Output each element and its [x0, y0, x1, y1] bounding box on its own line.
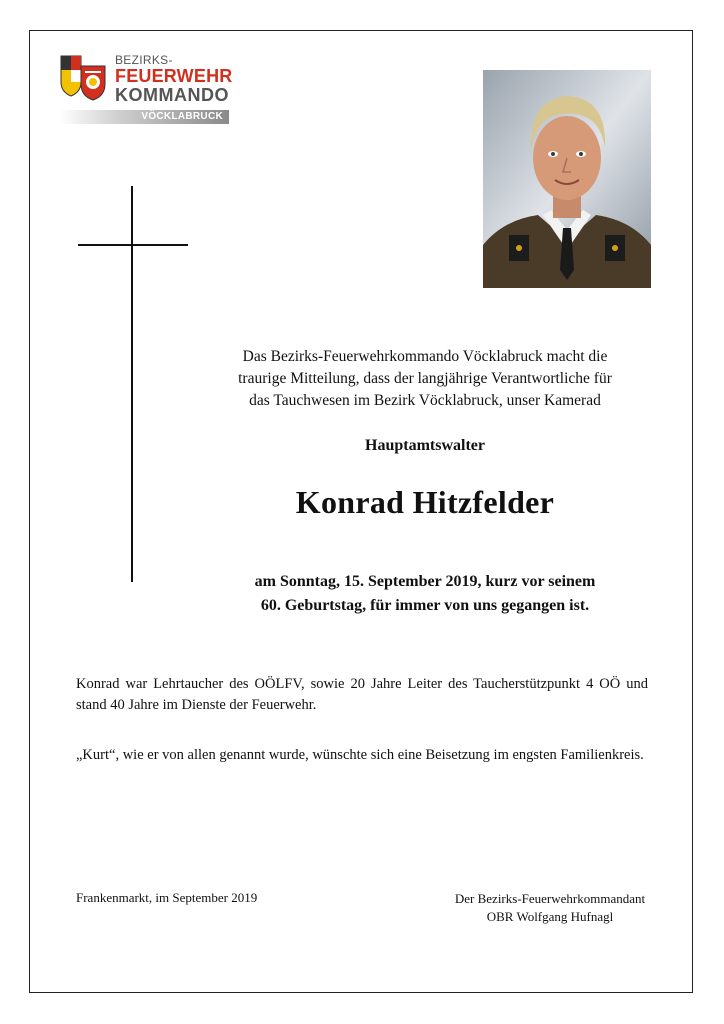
- logo-bar-text: VÖCKLABRUCK: [141, 111, 223, 122]
- death-line: 60. Geburtstag, für immer von uns gegangen ist.: [260, 597, 590, 614]
- rank-title: Hauptamtswalter: [365, 437, 485, 454]
- signature-title: Der Bezirks-Feuerwehrkommandant: [454, 891, 646, 906]
- death-notice: [190, 570, 660, 618]
- burial-paragraph: „Kurt“, wie er von allen genannt wurde, wünschte sich eine Beisetzung im engsten Familienkreis.: [76, 747, 644, 763]
- death-line: am Sonntag, 15. September 2019, kurz vor seinem: [254, 573, 596, 590]
- intro-line: Das Bezirks-Feuerwehrkommando Vöcklabruck macht die: [242, 348, 608, 365]
- logo-line-kommando: KOMMANDO: [115, 85, 229, 105]
- intro-line: das Tauchwesen im Bezirk Vöcklabruck, unser Kamerad: [249, 392, 601, 409]
- biography-paragraph: Konrad war Lehrtaucher des OÖLFV, sowie 20 Jahre Leiter des Taucherstützpunkt 4 OÖ und stand 40 Jahre im Dienste der Feuerwehr.: [76, 676, 648, 713]
- portrait-photo: [483, 70, 651, 288]
- intro-line: traurige Mitteilung, dass der langjährige Verantwortliche für: [238, 370, 612, 387]
- signature-block: [420, 890, 680, 926]
- place-date: Frankenmarkt, im September 2019: [76, 890, 258, 905]
- fire-brigade-logo: [59, 52, 234, 128]
- mourning-cross-horizontal: [78, 244, 188, 246]
- logo-line-feuerwehr: FEUERWEHR: [115, 66, 233, 86]
- logo-text: [115, 54, 232, 105]
- logo-bar: [59, 110, 229, 124]
- crest-icon: [59, 52, 111, 104]
- logo-line-bezirks: BEZIRKS-: [115, 53, 173, 67]
- intro-text: [190, 346, 660, 412]
- deceased-name: Konrad Hitzfelder: [295, 484, 555, 520]
- signature-name: OBR Wolfgang Hufnagl: [486, 909, 614, 924]
